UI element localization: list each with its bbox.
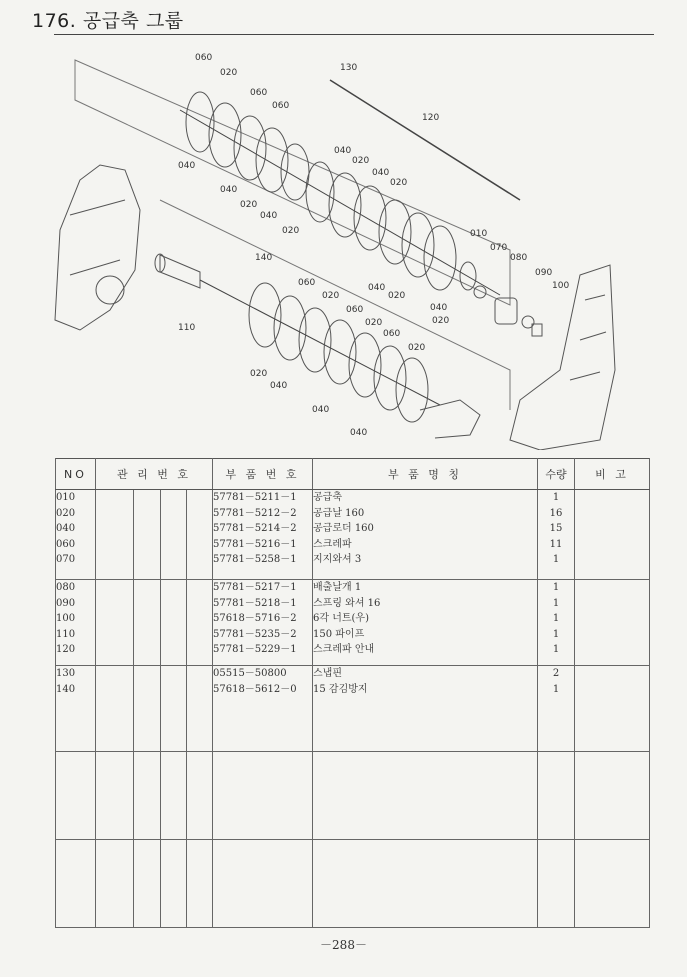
callout-label: 020 [390,178,408,188]
table-row-group [56,840,650,928]
remarks-cell [575,580,650,666]
remarks-cell [575,666,650,752]
part-name-cell: 스냅핀 15 감김방지 [313,666,538,752]
callout-label: 080 [510,253,528,263]
no-cell: 130 140 [56,666,96,752]
callout-label: 060 [272,101,290,111]
callout-label: 110 [178,323,196,333]
header-mgmt-no: 관 리 번 호 [96,459,213,490]
table-row-group [56,752,650,840]
part-no-cell: 05515－50800 57618－5612－0 [213,666,313,752]
callout-label: 070 [490,243,508,253]
part-name-cell: 배출날개 1 스프링 와셔 16 6각 너트(우) 150 파이프 스크레파 안내 [313,580,538,666]
page-title: 176. 공급축 그룹 [32,10,184,32]
callout-label: 020 [408,343,426,353]
callout-label: 140 [255,253,273,263]
parts-table [55,458,650,928]
callout-label: 040 [312,405,330,415]
table-row-group [56,580,650,666]
callout-label: 060 [195,53,213,63]
callout-label: 040 [334,146,352,156]
callout-label: 020 [282,226,300,236]
callout-label: 020 [365,318,383,328]
part-no-cell: 57781－5217－1 57781－5218－1 57618－5716－2 57781－5235－2 57781－5229－1 [213,580,313,666]
callout-label: 020 [220,68,238,78]
no-cell: 080 090 100 110 120 [56,580,96,666]
callout-label: 020 [240,200,258,210]
callout-label: 020 [352,156,370,166]
callout-label: 060 [383,329,401,339]
remarks-cell [575,490,650,580]
callout-label: 100 [552,281,570,291]
table-row-group [56,490,650,580]
header-no: NO [56,459,96,490]
callout-label: 040 [178,161,196,171]
callout-label: 040 [260,211,278,221]
table-header-row [56,459,650,490]
qty-cell: 1 16 15 11 1 [538,490,575,580]
callout-label: 060 [250,88,268,98]
callout-label: 040 [430,303,448,313]
callout-label: 020 [432,316,450,326]
part-no-cell: 57781－5211－1 57781－5212－2 57781－5214－2 57781－5216－1 57781－5258－1 [213,490,313,580]
header-part-name: 부 품 명 칭 [313,459,538,490]
title-rule [54,34,654,35]
header-qty: 수량 [538,459,575,490]
qty-cell: 1 1 1 1 1 [538,580,575,666]
callout-label: 040 [350,428,368,438]
callout-label: 020 [388,291,406,301]
table-row-group [56,666,650,752]
callout-label: 120 [422,113,440,123]
callout-label: 010 [470,229,488,239]
part-name-cell: 공급축 공급날 160 공급로더 160 스크레파 지지와셔 3 [313,490,538,580]
callout-label: 060 [346,305,364,315]
callout-label: 040 [220,185,238,195]
callout-label: 060 [298,278,316,288]
callout-label: 040 [368,283,386,293]
header-remarks: 비 고 [575,459,650,490]
qty-cell: 2 1 [538,666,575,752]
no-cell: 010 020 040 060 070 [56,490,96,580]
callout-label: 130 [340,63,358,73]
callout-label: 020 [250,369,268,379]
page-number: －288－ [320,938,367,952]
exploded-parts-diagram [40,40,650,450]
callout-label: 020 [322,291,340,301]
callout-label: 040 [270,381,288,391]
callout-label: 090 [535,268,553,278]
header-part-no: 부 품 번 호 [213,459,313,490]
callout-label: 040 [372,168,390,178]
